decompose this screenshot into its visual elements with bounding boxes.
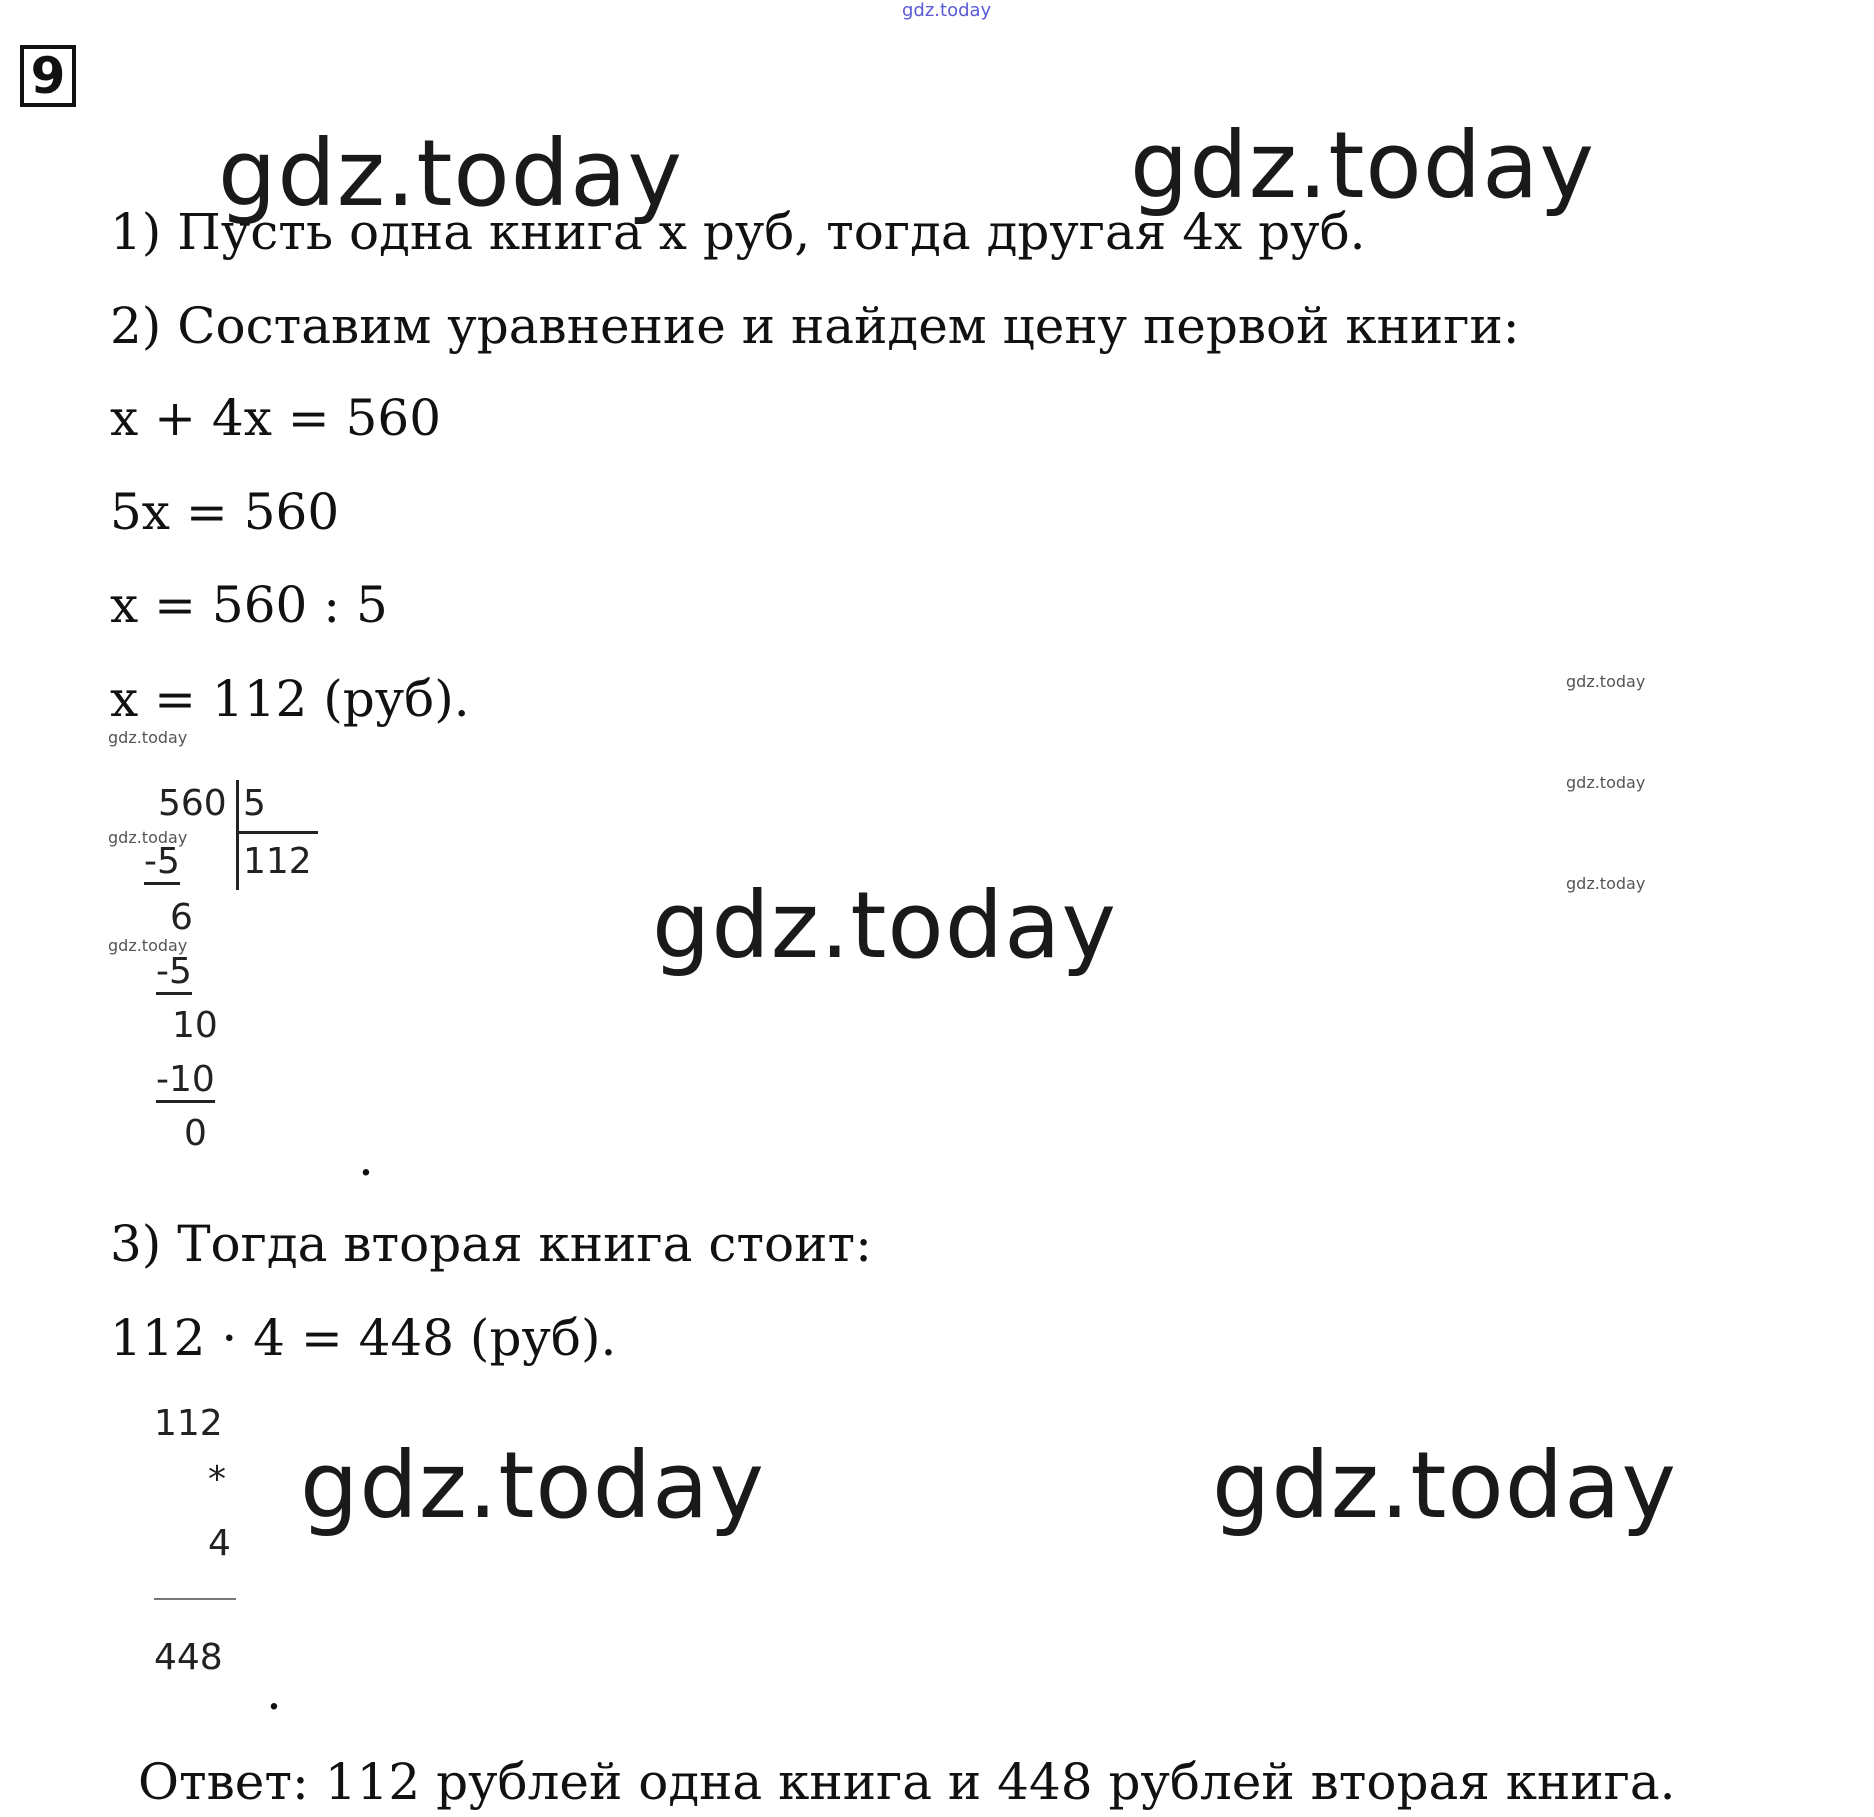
watermark-small-6: gdz.today: [108, 936, 188, 955]
watermark-top: gdz.today: [902, 0, 992, 21]
ld-divisor: 5: [243, 783, 266, 824]
watermark-small-5: gdz.today: [108, 828, 188, 847]
mul-top: 112: [154, 1403, 223, 1444]
equation-5: 112 · 4 = 448 (руб).: [110, 1309, 617, 1367]
equation-1: x + 4x = 560: [110, 389, 442, 447]
watermark-big-3: gdz.today: [652, 872, 1117, 979]
ld-step: -10: [156, 1060, 215, 1103]
mul-bottom: 4: [208, 1523, 231, 1564]
mul-result: 448: [154, 1637, 223, 1678]
ld-horizontal-rule: [238, 831, 318, 834]
equation-2: 5x = 560: [110, 483, 340, 541]
watermark-big-1: gdz.today: [218, 120, 683, 227]
ld-dividend: 560: [158, 783, 227, 824]
problem-number: 9: [20, 45, 76, 107]
watermark-big-2: gdz.today: [1130, 112, 1595, 219]
watermark-big-5: gdz.today: [1212, 1432, 1677, 1539]
mul-end-mark: .: [266, 1663, 282, 1721]
equation-4: x = 112 (руб).: [110, 670, 470, 728]
mul-operator: *: [208, 1459, 226, 1500]
ld-vertical-rule: [236, 780, 239, 890]
watermark-big-4: gdz.today: [300, 1432, 765, 1539]
solution-step-3: 3) Тогда вторая книга стоит:: [110, 1215, 872, 1273]
watermark-small-2: gdz.today: [1566, 773, 1646, 792]
solution-step-2: 2) Составим уравнение и найдем цену первой книги:: [110, 297, 1520, 355]
watermark-small-4: gdz.today: [108, 728, 188, 747]
watermark-small-3: gdz.today: [1566, 874, 1646, 893]
ld-end-mark: .: [358, 1129, 374, 1187]
solution-step-1: 1) Пусть одна книга x руб, тогда другая 4x руб.: [110, 203, 1366, 261]
ld-step: 10: [172, 1005, 218, 1046]
ld-quotient: 112: [243, 841, 312, 882]
answer: Ответ: 112 рублей одна книга и 448 рублей вторая книга.: [138, 1753, 1676, 1811]
ld-step: 6: [170, 897, 193, 938]
ld-step: -5: [144, 842, 180, 885]
mul-rule: [154, 1598, 236, 1600]
ld-step: 0: [184, 1113, 207, 1154]
ld-step: -5: [156, 952, 192, 995]
watermark-small-1: gdz.today: [1566, 672, 1646, 691]
equation-3: x = 560 : 5: [110, 576, 388, 634]
